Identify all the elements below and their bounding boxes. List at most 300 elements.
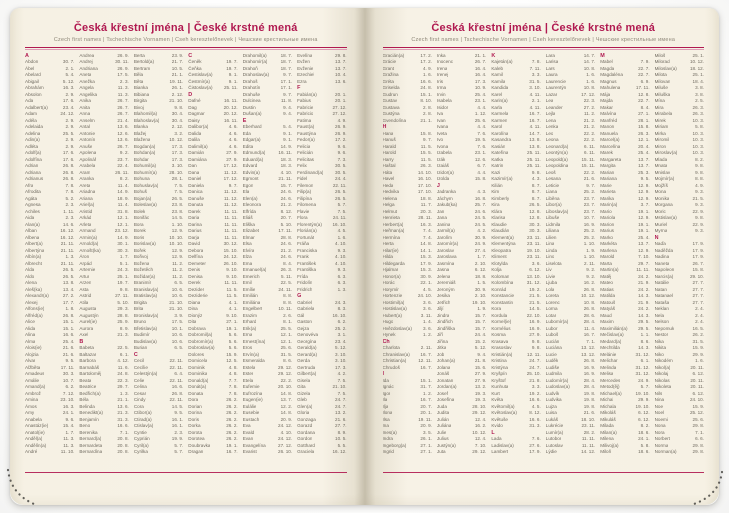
name-day-date: 27. 7. (692, 280, 705, 285)
name-day-date: 5. 8. (695, 124, 705, 129)
first-name: Fridrich (297, 286, 313, 292)
first-name: Edvard (242, 163, 258, 168)
name-day-date: 19. 7. (226, 65, 238, 71)
first-name: Ada (25, 98, 34, 103)
name-day-date: 26. 11. (115, 169, 129, 175)
name-day-date: 2. 4. (695, 319, 705, 324)
first-name: Bohumil(a) (133, 163, 157, 168)
name-day-date: 25. 10. (526, 371, 541, 376)
name-day-date: 7. 4. (422, 234, 432, 240)
first-name: Dalila (188, 137, 200, 142)
name-day-date: 1. 4. (422, 319, 432, 324)
name-day-date: 8. 4. (640, 104, 650, 110)
first-name: Marika (600, 195, 614, 201)
first-name: Laura (545, 72, 558, 77)
name-day-date: 27. 12. (278, 442, 293, 448)
name-day-date: 10. 4. (335, 72, 347, 77)
name-day-date: 12. 4. (474, 416, 487, 422)
name-day-date: 5. 6. (228, 332, 238, 337)
footer-rule (25, 472, 347, 473)
first-name: Bohuna (133, 176, 150, 181)
name-day-date: 14. 9. (117, 234, 129, 240)
name-day-date: 15. 9. (692, 403, 705, 409)
first-name: Karel (491, 91, 503, 97)
name-day-date: 21. 3. (117, 410, 129, 415)
first-name: Adam (25, 111, 38, 116)
name-day-date: 16. 1. (171, 416, 184, 422)
name-day-date: 4. 11. (529, 91, 541, 97)
first-name: Luboš (545, 332, 559, 337)
name-day-date: 10. 3. (692, 150, 705, 155)
name-day-date: 9. 4. (283, 104, 293, 110)
name-day-date: 29. 5. (638, 319, 650, 324)
name-day-date: 19. 10. (526, 247, 541, 253)
first-name: Kazimír(a) (491, 176, 513, 181)
first-name: Frída (297, 273, 308, 279)
name-day-date: 7. 6. (531, 436, 541, 441)
name-day-date: 14. 8. (280, 410, 293, 415)
first-name: Donald(a) (188, 377, 209, 383)
name-day-date: 28. 1. (171, 176, 184, 181)
name-day-date: 27. 9. (474, 371, 487, 376)
name-day-date: 29. 12. (472, 410, 487, 415)
name-day-date: 9. 7. (586, 182, 596, 188)
first-name: Juda (436, 403, 447, 409)
first-name: Martin(a) (600, 267, 619, 272)
first-name: Liliana (545, 228, 560, 233)
first-name: Marold (600, 254, 615, 259)
first-name: Nikol(a) (654, 364, 671, 370)
first-name: Cesar (133, 390, 147, 396)
name-day-date: 17. 9. (692, 254, 705, 259)
first-name: Gerald(a) (297, 345, 317, 350)
first-name: Libuše (545, 215, 560, 220)
name-day-date: 24. 11. (332, 215, 347, 220)
first-name: Heřman(a) (382, 228, 405, 233)
name-day-date: 12. 11. (418, 358, 432, 363)
name-day-date: 11. 3. (63, 442, 75, 448)
first-name: Gordon (297, 436, 313, 441)
first-name: Blažena (133, 137, 151, 142)
name-day-date: 22. 11. (169, 358, 184, 363)
first-name: Koloman (491, 273, 510, 279)
first-name: Květomil(a) (491, 403, 515, 409)
name-day-date: 21. 6. (583, 410, 596, 415)
first-name: Graciela (297, 449, 315, 454)
name-day-date: 24. 8. (420, 85, 432, 90)
name-day-date: 29. 12. (278, 364, 293, 370)
name-day-date: 13. 6. (117, 137, 129, 142)
name-day-date: 27. 11. (115, 293, 129, 298)
name-day-date: 13. 10. (526, 273, 541, 279)
name-day-date: 26. 8. (583, 306, 596, 311)
name-day-date: 7. 5. (337, 390, 347, 396)
name-day-date: 22. 10. (526, 312, 541, 318)
name-day-date: 23. 4. (62, 104, 75, 110)
first-name: Norma (654, 442, 669, 448)
first-name: Edita (242, 143, 254, 149)
name-day-date: 19. 3. (474, 397, 487, 402)
first-name: Jaroslava (436, 254, 457, 259)
name-day-date: 3. 10. (529, 85, 541, 90)
name-day-date: 4. 11. (529, 104, 541, 110)
first-name: Berta (133, 52, 145, 58)
first-name: Havel (382, 176, 395, 181)
name-day-date: 1. 7. (65, 429, 75, 435)
name-day-date: 17. 5. (171, 319, 184, 324)
name-day-date: 17. 12. (581, 91, 596, 97)
first-name: Adléta (25, 143, 39, 149)
name-day-date: 28. 4. (583, 377, 596, 383)
name-day-date: 30. 5. (335, 163, 347, 168)
name-day-date: 4. 1. (228, 299, 238, 305)
name-day-date: 4. 10. (280, 169, 293, 175)
first-name: Celie (133, 377, 145, 383)
first-name: Milada (600, 423, 614, 428)
first-name: Dorka (188, 423, 201, 428)
name-day-date: 25. 1. (692, 72, 705, 77)
first-name: Milota (654, 72, 667, 77)
name-day-date: 29. 12. (278, 371, 293, 376)
name-day-date: 20. 3. (420, 208, 432, 214)
first-name: Alda (25, 267, 35, 272)
name-day-date: 26. 3. (638, 130, 650, 136)
name-day-date: 22. 7. (638, 98, 650, 103)
name-day-date: 28. 8. (117, 312, 129, 318)
name-day-date: 30. 4. (171, 111, 184, 116)
first-name: Lejla (545, 111, 556, 116)
first-name: Gustýna (382, 111, 400, 116)
first-name: Konstantin (491, 299, 514, 305)
name-day-date: 1. 10. (583, 241, 596, 246)
first-name: Gejza (297, 325, 310, 331)
first-name: Lenka (545, 124, 559, 129)
first-name: Kateřina (491, 150, 509, 155)
name-day-date: 10. 10. (169, 241, 184, 246)
first-name: Eliáš (242, 215, 253, 220)
first-name: Noe (654, 403, 664, 409)
first-name: Nadina (654, 254, 670, 259)
first-name: Nikodém (654, 358, 673, 363)
name-day-date: 2. 12. (171, 91, 184, 97)
name-day-date: 19. 2. (529, 286, 541, 292)
first-name: Anita (79, 104, 90, 110)
first-name: Arnold(a) (79, 241, 99, 246)
name-day-date: 4. 10. (335, 260, 347, 266)
header-rule (383, 47, 705, 50)
name-day-date: 23. 8. (171, 208, 184, 214)
header-rule (25, 47, 347, 50)
first-name: Ariana (79, 195, 93, 201)
first-name: Diana (188, 299, 201, 305)
first-name: Markéta (600, 241, 617, 246)
first-name: Apolena (79, 150, 97, 155)
name-day-date: 4. 2. (337, 371, 347, 376)
first-name: Augustýn (79, 312, 99, 318)
first-name: Béla (79, 397, 89, 402)
name-day-date: 3. 10. (335, 351, 347, 357)
name-day-date: 18. 6. (638, 429, 650, 435)
name-day-date: 9. 10. (226, 267, 238, 272)
name-day-date: 26. 5. (335, 195, 347, 201)
first-name: Magdaléna (600, 72, 623, 77)
name-day-date: 15. 5. (420, 150, 432, 155)
name-day-date: 2. 11. (420, 345, 432, 350)
name-day-date: 13. 2. (474, 384, 487, 389)
name-day-date: 23. 10. (60, 397, 75, 402)
name-day-date: 27. 12. (332, 104, 347, 110)
first-name: Mariana (600, 176, 617, 181)
name-day-date: 28. 11. (418, 215, 432, 220)
page-header (383, 22, 705, 50)
first-name: Emanuel(a) (242, 267, 267, 272)
first-name: Klarisa (491, 215, 506, 220)
name-day-date: 16. 3. (62, 403, 75, 409)
first-name: Dorina (188, 410, 202, 415)
first-name: Daisy (188, 117, 200, 123)
section-letter: J (436, 182, 440, 189)
name-entry (79, 449, 128, 456)
name-day-date: 9. 3. (695, 228, 705, 233)
first-name: Gloria (297, 410, 310, 415)
name-day-date: 8. 1. (283, 319, 293, 324)
left-page (10, 8, 365, 505)
first-name: Mája (600, 91, 611, 97)
first-name: Amand(a) (25, 384, 46, 389)
first-name: Mojžíš (654, 182, 668, 188)
name-day-date: 8. 10. (420, 98, 432, 103)
first-name: Haštal (382, 163, 396, 168)
first-name: Helga (382, 202, 395, 207)
name-day-date: 5. 1. (119, 260, 129, 266)
first-name: Marko (600, 234, 613, 240)
first-name: Aram (79, 169, 91, 175)
section-letter: I (382, 371, 384, 377)
first-name: Matias (600, 286, 614, 292)
first-name: Florián(a) (297, 228, 317, 233)
name-day-date: 22. 4. (117, 163, 129, 168)
name-day-date: 12. 9. (638, 247, 650, 253)
name-day-date: 5. 10. (117, 299, 129, 305)
first-name: Andrea (79, 52, 95, 58)
first-name: Lesana (545, 176, 561, 181)
first-name: Boleslav(a) (133, 202, 157, 207)
first-name: Lola (545, 286, 555, 292)
name-day-date: 30. 12. (223, 241, 238, 246)
first-name: Fidel (297, 176, 308, 181)
name-day-date: 4. 10. (335, 254, 347, 259)
name-day-date: 29. 5. (638, 325, 650, 331)
name-day-date: 3. 1. (337, 332, 347, 337)
first-name: Mirka (654, 130, 666, 136)
first-name: Felicitas (297, 156, 314, 162)
name-day-date: 16. 9. (529, 325, 541, 331)
first-name: Milovan (654, 78, 671, 84)
first-name: Blanka (133, 124, 148, 129)
name-day-date: 9. 2. (586, 267, 596, 272)
name-day-date: 11. 5. (226, 293, 238, 298)
name-day-date: 18. 9. (117, 195, 129, 201)
name-day-date: 3. 11. (420, 312, 432, 318)
first-name: Čestmír(a) (188, 78, 210, 84)
first-name: Hermína (382, 234, 401, 240)
name-day-date: 11. 2. (172, 260, 184, 266)
first-name: Dita (188, 319, 197, 324)
first-name: Lukáš (545, 416, 559, 422)
name-day-date: 15. 2. (474, 338, 487, 344)
name-entry (600, 449, 649, 456)
first-name: Evžen (297, 59, 310, 64)
name-day-date: 2. 9. (65, 137, 75, 142)
name-day-date: 2. 3. (174, 429, 184, 435)
first-name: Natálie (654, 280, 669, 285)
first-name: Ariadna (79, 189, 96, 194)
name-day-date: 10. 3. (692, 137, 705, 142)
name-day-date: 22. 3. (583, 98, 596, 103)
name-day-date: 6. 7. (477, 163, 487, 168)
name-day-date: 4. 3. (477, 189, 487, 194)
name-day-date: 2. 3. (119, 78, 129, 84)
first-name: Milan(a) (600, 429, 617, 435)
name-day-date: 14. 8. (280, 390, 293, 396)
first-name: Fabius (297, 98, 311, 103)
first-name: Jeremiáš (436, 280, 456, 285)
name-day-date: 8. 8. (283, 293, 293, 298)
first-name: Háta (382, 169, 393, 175)
name-day-date: 9. 3. (337, 267, 347, 272)
first-name: Debora (188, 247, 204, 253)
name-day-date: 4. 6. (228, 143, 238, 149)
first-name: Emiliána (242, 299, 261, 305)
first-name: Arpád (79, 260, 92, 266)
name-day-date: 16. 11. (223, 98, 238, 103)
first-name: Horymír (382, 286, 399, 292)
name-day-date: 8. 12. (280, 208, 293, 214)
first-name: Bohuš (133, 189, 147, 194)
name-day-date: 21. 1. (474, 52, 487, 58)
first-name: Břetislav(a) (133, 325, 158, 331)
name-day-date: 27. 7. (692, 299, 705, 305)
name-day-date: 17. 11. (60, 364, 75, 370)
first-name: Beatrice (79, 384, 97, 389)
first-name: Dominika (188, 371, 208, 376)
first-name: Helena (382, 195, 398, 201)
first-name: Anabela (25, 416, 42, 422)
first-name: Chrudoš (382, 364, 400, 370)
name-day-date: 10. 6. (171, 338, 184, 344)
page-title: Česká křestní jména | České krstné mená (73, 22, 298, 34)
name-day-date: 22. 11. (169, 377, 184, 383)
name-day-date: 13. 7. (638, 163, 650, 168)
first-name: Filomena (297, 202, 317, 207)
first-name: Drahoslav(a) (242, 72, 269, 77)
name-day-date: 2. 3. (65, 215, 75, 220)
first-name: Jan (436, 208, 445, 214)
first-name: Ludvika (545, 397, 562, 402)
first-name: Bartoloměj (79, 371, 102, 376)
first-name: Dulcinea (242, 98, 261, 103)
name-day-date: 24. 12. (60, 111, 75, 116)
first-name: Alida (25, 325, 36, 331)
name-day-date: 5. 11. (280, 273, 293, 279)
name-day-date: 19. 2. (529, 390, 541, 396)
first-name: Leopold(a) (545, 156, 568, 162)
first-name: Beata (79, 377, 92, 383)
first-name: Evženie (297, 65, 314, 71)
first-name: Čeněk (188, 59, 202, 64)
first-name: Gilbert(a) (297, 371, 317, 376)
name-day-date: 9. 8. (695, 163, 705, 168)
name-day-date: 1. 6. (586, 72, 596, 77)
first-name: Borek (133, 228, 146, 233)
name-day-date: 2. 4. (695, 306, 705, 311)
name-day-date: 10. 7. (583, 215, 596, 220)
first-name: Kasián (491, 143, 506, 149)
first-name: Daria (188, 215, 200, 220)
name-day-date: 20. 1. (420, 410, 432, 415)
first-name: Kolombína (491, 280, 514, 285)
name-day-date: 16. 10. (417, 176, 432, 181)
name-day-date: 19. 1. (638, 208, 650, 214)
first-name: Elfrída (242, 208, 256, 214)
first-name: Mechtilda (600, 345, 620, 350)
name-day-date: 31. 12. (635, 351, 650, 357)
first-name: Alžběta (25, 364, 41, 370)
name-day-date: 10. 3. (692, 117, 705, 123)
first-name: Alois(ie) (25, 345, 42, 350)
name-day-date: 7. 8. (531, 59, 541, 64)
first-name: Bohdar (133, 156, 149, 162)
first-name: Ivan (436, 117, 446, 123)
first-name: Fabián(a) (297, 91, 317, 97)
first-name: Gabriela (297, 306, 315, 311)
name-day-date: 10. 5. (335, 436, 347, 441)
name-day-date: 6. 12. (692, 371, 705, 376)
first-name: Agáta (25, 195, 38, 201)
first-name: Irena (436, 65, 448, 71)
name-day-date: 11. 6. (117, 364, 129, 370)
name-day-date: 3. 6. (531, 260, 541, 266)
first-name: Anežka (79, 78, 95, 84)
name-day-date: 25. 2. (583, 228, 596, 233)
first-name: Darja (188, 234, 200, 240)
name-day-date: 26. 2. (226, 429, 238, 435)
name-day-date: 18. 4. (692, 78, 705, 84)
name-day-date: 4. 4. (477, 169, 487, 175)
first-name: Božena (133, 260, 150, 266)
name-day-date: 20. 1. (335, 91, 347, 97)
name-day-date: 14. 5. (171, 215, 184, 220)
first-name: Marcel(a) (600, 137, 620, 142)
first-name: Apolinář (79, 156, 97, 162)
name-day-date: 4. 6. (228, 124, 238, 129)
first-name: Bora (133, 221, 144, 227)
first-name: Matěj (600, 273, 612, 279)
name-day-date: 18. 8. (420, 195, 432, 201)
name-day-date: 24. 12. (278, 436, 293, 441)
first-name: Bernard(a) (79, 436, 102, 441)
first-name: Jindřich (436, 319, 453, 324)
first-name: Erhard (242, 319, 257, 324)
name-day-date: 25. 4. (638, 234, 650, 240)
first-name: Hilda (382, 254, 393, 259)
first-name: Brigita (133, 299, 147, 305)
name-day-date: 31. 5. (280, 351, 293, 357)
first-name: Naďa (654, 241, 666, 246)
name-day-date: 15. 11. (581, 163, 596, 168)
first-name: Gorazd (297, 423, 313, 428)
first-name: Ladislav(a) (491, 442, 514, 448)
